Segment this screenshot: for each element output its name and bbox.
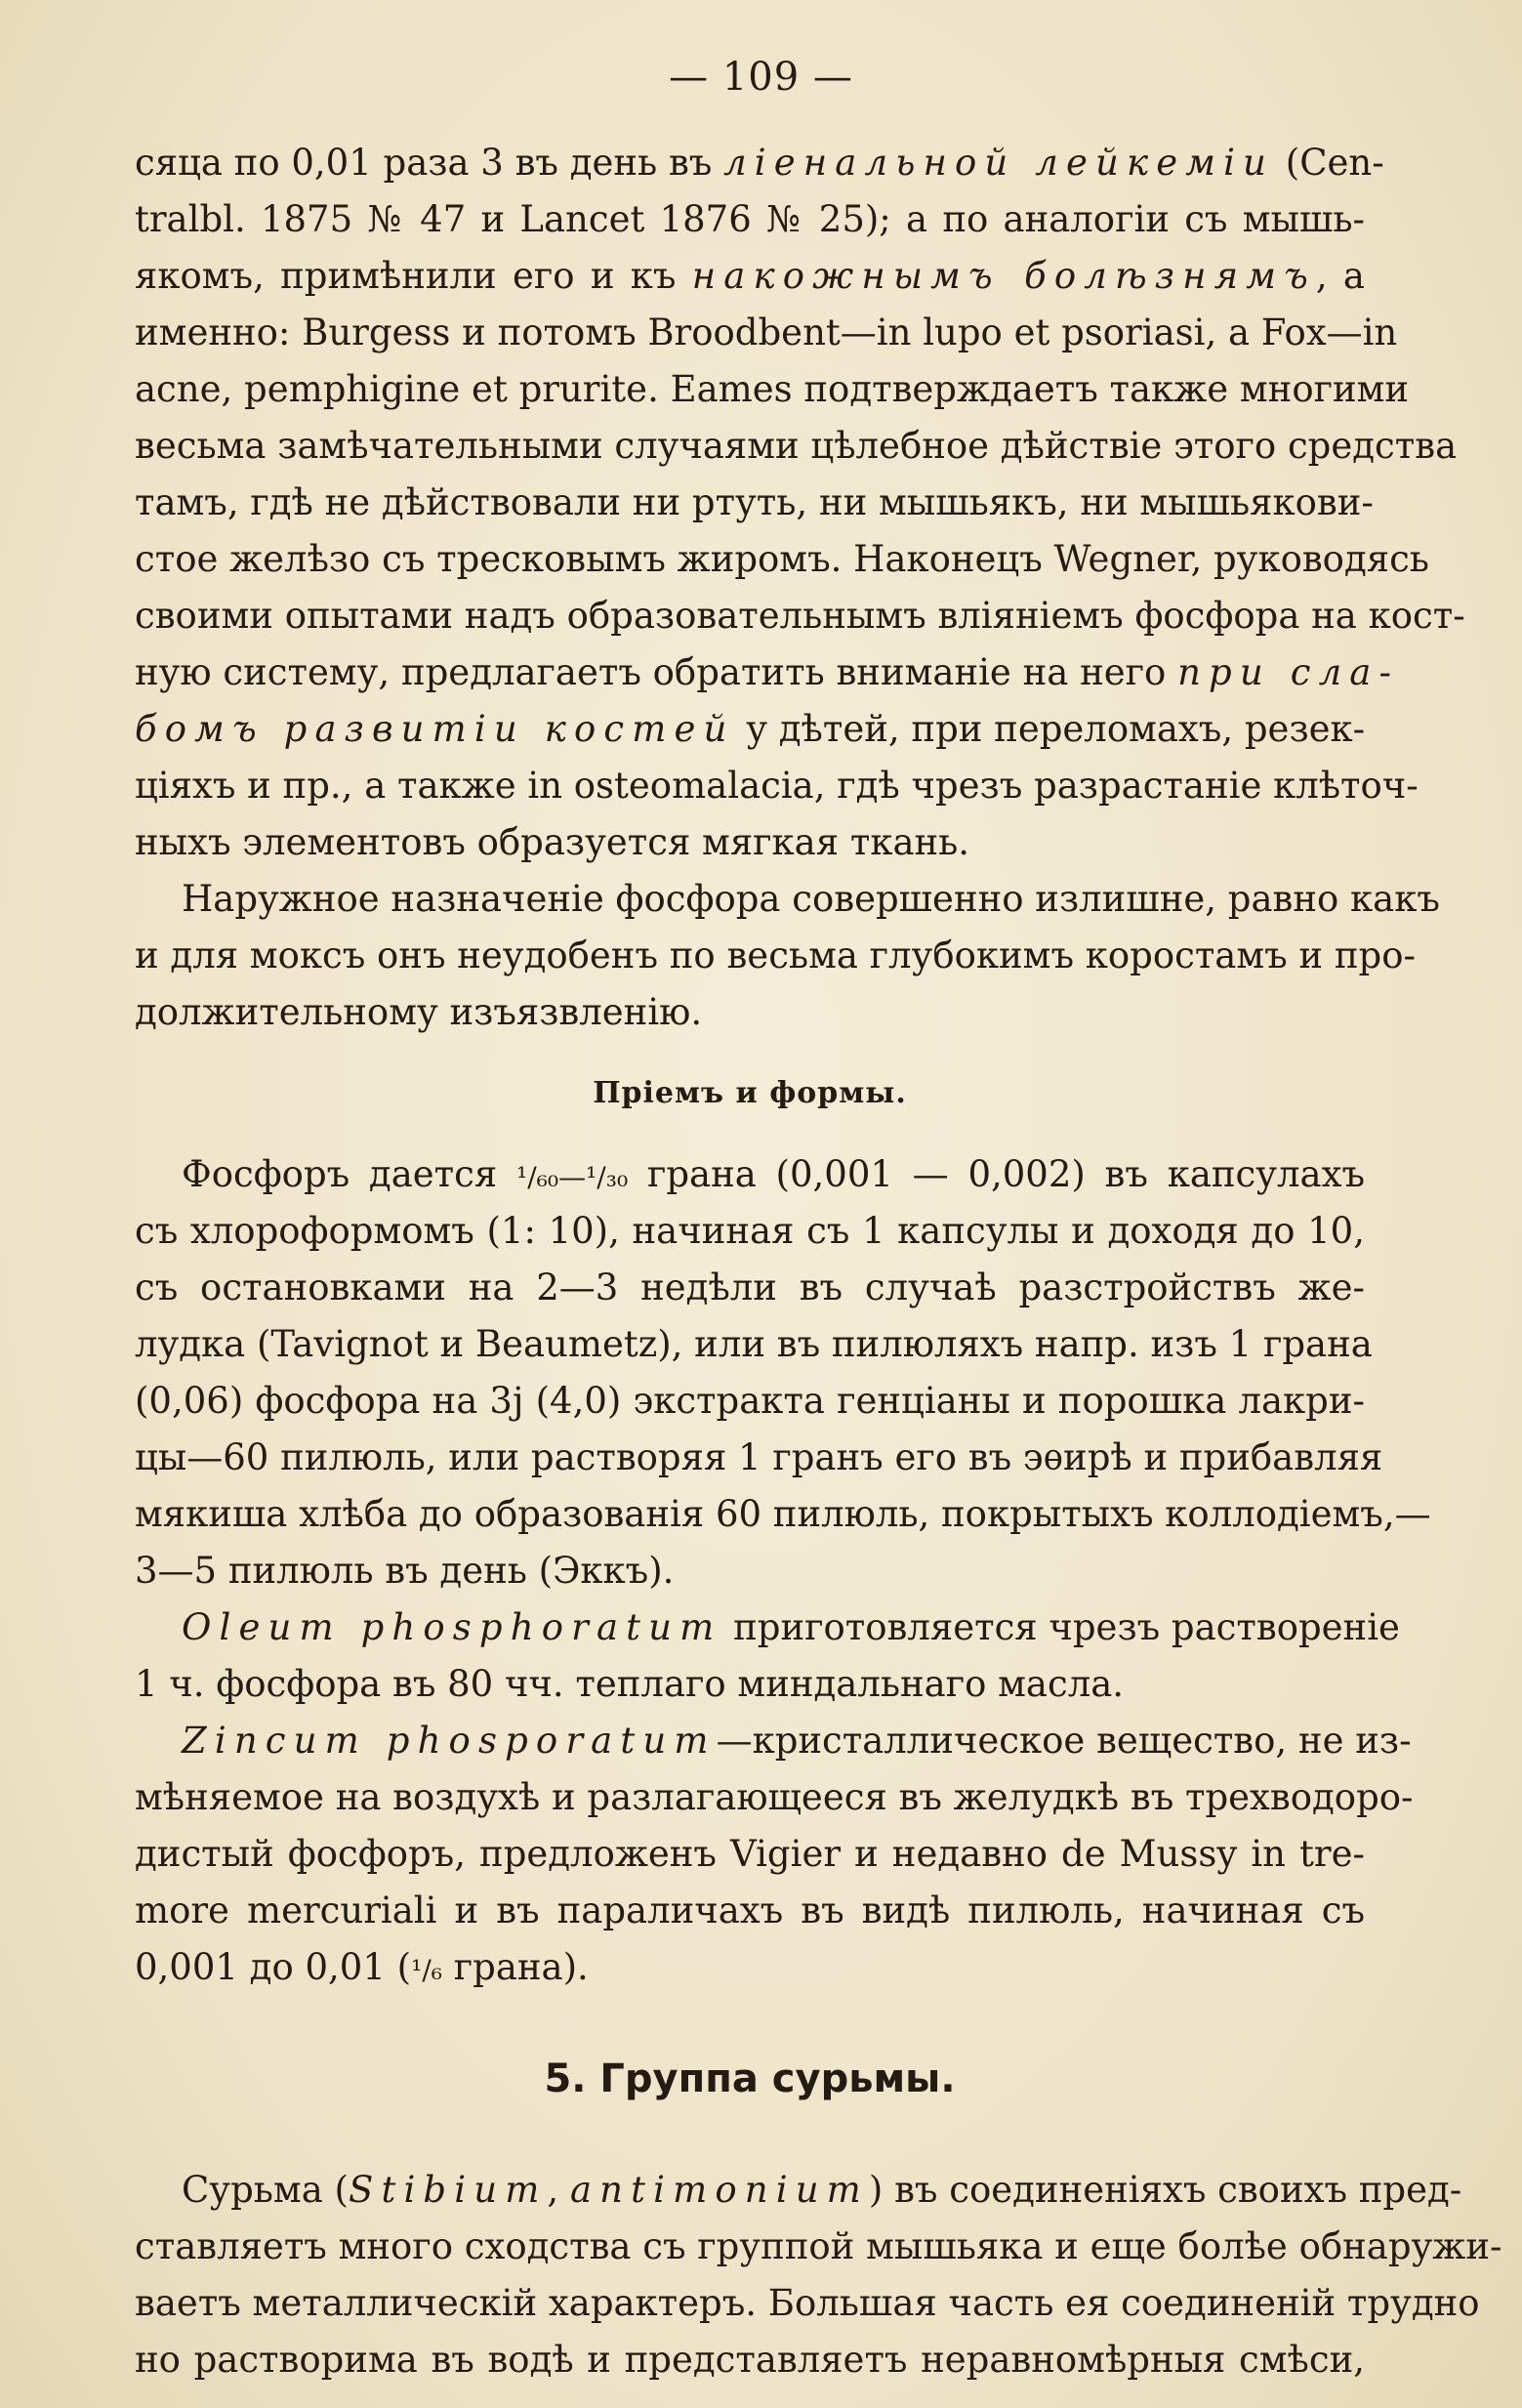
text-line: [135, 2162, 1462, 2219]
spaced-term: лiенальной лейкемiи: [723, 142, 1275, 184]
text-line: но растворима въ водѣ и представляетъ неравномѣрныя смѣси,: [135, 2339, 1365, 2381]
text-line: стое желѣзо съ тресковымъ жиромъ. Наконецъ Wegner, руководясь: [135, 538, 1429, 580]
text-line: дистый фосфоръ, предложенъ Vigier и недавно de Mussy in tre-: [135, 1833, 1365, 1875]
text-run: у дѣтей, при переломахъ, резек-: [734, 708, 1366, 750]
paragraph-indications: [135, 135, 1465, 871]
text-column: [135, 135, 1502, 2388]
text-line: [135, 1713, 1412, 1769]
paragraph-zincum: [135, 1713, 1414, 1996]
text-run: грана (0,001 — 0,002) въ капсулахъ: [628, 1153, 1365, 1195]
text-line: своими опытами надъ образовательнымъ влiянiемъ фосфора на кост-: [135, 595, 1465, 637]
text-run: приготовляется чрезъ раствореніе: [721, 1606, 1400, 1648]
spaced-term: Zincum phosporatum: [182, 1720, 717, 1762]
text-line: [135, 701, 1365, 758]
text-run: 0,001 до 0,01 (: [135, 1946, 412, 1988]
text-run: —кристаллическое вещество, не из-: [716, 1720, 1412, 1762]
text-run: Сурьма (: [182, 2169, 349, 2211]
text-line: [135, 248, 1365, 305]
text-line: more mercuriali и въ параличахъ въ видѣ пилюль, начиная съ: [135, 1889, 1365, 1931]
text-run: Фосфоръ дается: [182, 1153, 516, 1195]
spaced-term: Oleum phosphoratum: [182, 1606, 722, 1648]
text-line: цiяхъ и пр., а также in osteomalacia, гдѣ чрезъ разрастанiе клѣточ-: [135, 765, 1419, 807]
spaced-term: Stibium: [348, 2169, 548, 2211]
paragraph-oleum: [135, 1599, 1400, 1713]
text-line: съ хлороформомъ (1: 10), начиная съ 1 капсулы и доходя до 10,: [135, 1210, 1365, 1252]
text-line: ставляетъ много сходства съ группой мышьяка и еще болѣе обнаружи-: [135, 2225, 1502, 2267]
text-run: (Cen-: [1274, 142, 1384, 184]
text-line: [135, 644, 1400, 701]
text-line: тамъ, гдѣ не дѣйствовали ни ртуть, ни мышьякъ, ни мышьякови-: [135, 481, 1374, 523]
section-subheading: Прiемъ и формы.: [593, 1076, 907, 1110]
text-line: acne, pemphigine et prurite. Eames подтверждаетъ также многими: [135, 368, 1410, 410]
text-line: Наружное назначенiе фосфора совершенно излишне, равно какъ: [182, 878, 1440, 920]
text-run: ) въ соединенiяхъ своихъ пред-: [868, 2169, 1462, 2211]
text-run: , а: [1315, 255, 1365, 297]
text-line: tralbl. 1875 № 47 и Lancet 1876 № 25); а по аналогiи съ мышь-: [135, 198, 1365, 240]
paragraph-dosage: [135, 1146, 1431, 1599]
text-line: ваетъ металлическiй характеръ. Большая часть ея соединенiй трудно: [135, 2282, 1480, 2324]
section-heading: 5. Группа сурьмы.: [544, 2056, 956, 2101]
text-line: мѣняемое на воздухѣ и разлагающееся въ желудкѣ въ трехводоро-: [135, 1776, 1414, 1818]
text-line: цы—60 пилюль, или растворяя 1 гранъ его въ эѳирѣ и прибавляя: [135, 1436, 1383, 1478]
text-line: (0,06) фосфора на 3j (4,0) экстракта генцiаны и порошка лакри-: [135, 1380, 1365, 1422]
text-line: и для моксъ онъ неудобенъ по весьма глубокимъ коростамъ и про-: [135, 934, 1416, 976]
text-line: весьма замѣчательными случаями цѣлебное дѣйствiе этого средства: [135, 425, 1458, 467]
text-run: якомъ, примѣнили его и къ: [135, 255, 692, 297]
text-line: должительному изъязвленiю.: [135, 991, 703, 1033]
fraction: ¹/₆₀—¹/₃₀: [515, 1161, 629, 1193]
text-line: съ остановками на 2—3 недѣли въ случаѣ разстройствъ же-: [135, 1266, 1365, 1308]
page-number: — 109 —: [669, 55, 853, 100]
text-line: [135, 135, 1384, 191]
text-line: [135, 1939, 1365, 1996]
text-run: ,: [547, 2169, 570, 2211]
text-line: именно: Burgess и потомъ Broodbent—in lupo et psoriasi, а Fox—in: [135, 311, 1398, 353]
spaced-term: при сла-: [1177, 651, 1400, 693]
text-line: мякиша хлѣба до образованiя 60 пилюль, покрытыхъ коллодiемъ,—: [135, 1493, 1431, 1535]
spaced-term: накожнымъ болѣзнямъ: [691, 255, 1316, 297]
text-line: ныхъ элементовъ образуется мягкая ткань.: [135, 821, 970, 863]
text-run: грана).: [441, 1946, 589, 1988]
text-line: лудка (Tavignot и Beaumetz), или въ пилюляхъ напр. изъ 1 грана: [135, 1323, 1373, 1365]
paragraph-external-use: [135, 871, 1440, 1041]
text-line: 3—5 пилюль въ день (Эккъ).: [135, 1550, 675, 1592]
text-line: [135, 1599, 1400, 1656]
text-line: [135, 1146, 1365, 1203]
text-line: 1 ч. фосфора въ 80 чч. теплаго миндальнаго масла.: [135, 1663, 1125, 1705]
spaced-term: antimonium: [569, 2169, 869, 2211]
spaced-term: бомъ развитiи костей: [135, 708, 735, 750]
fraction: ¹/₆: [411, 1954, 442, 1986]
text-run: ную систему, предлагаетъ обратить вниманiе на него: [135, 651, 1178, 693]
paragraph-antimony: [135, 2162, 1502, 2388]
text-run: сяца по 0,01 раза 3 въ день въ: [135, 142, 724, 184]
